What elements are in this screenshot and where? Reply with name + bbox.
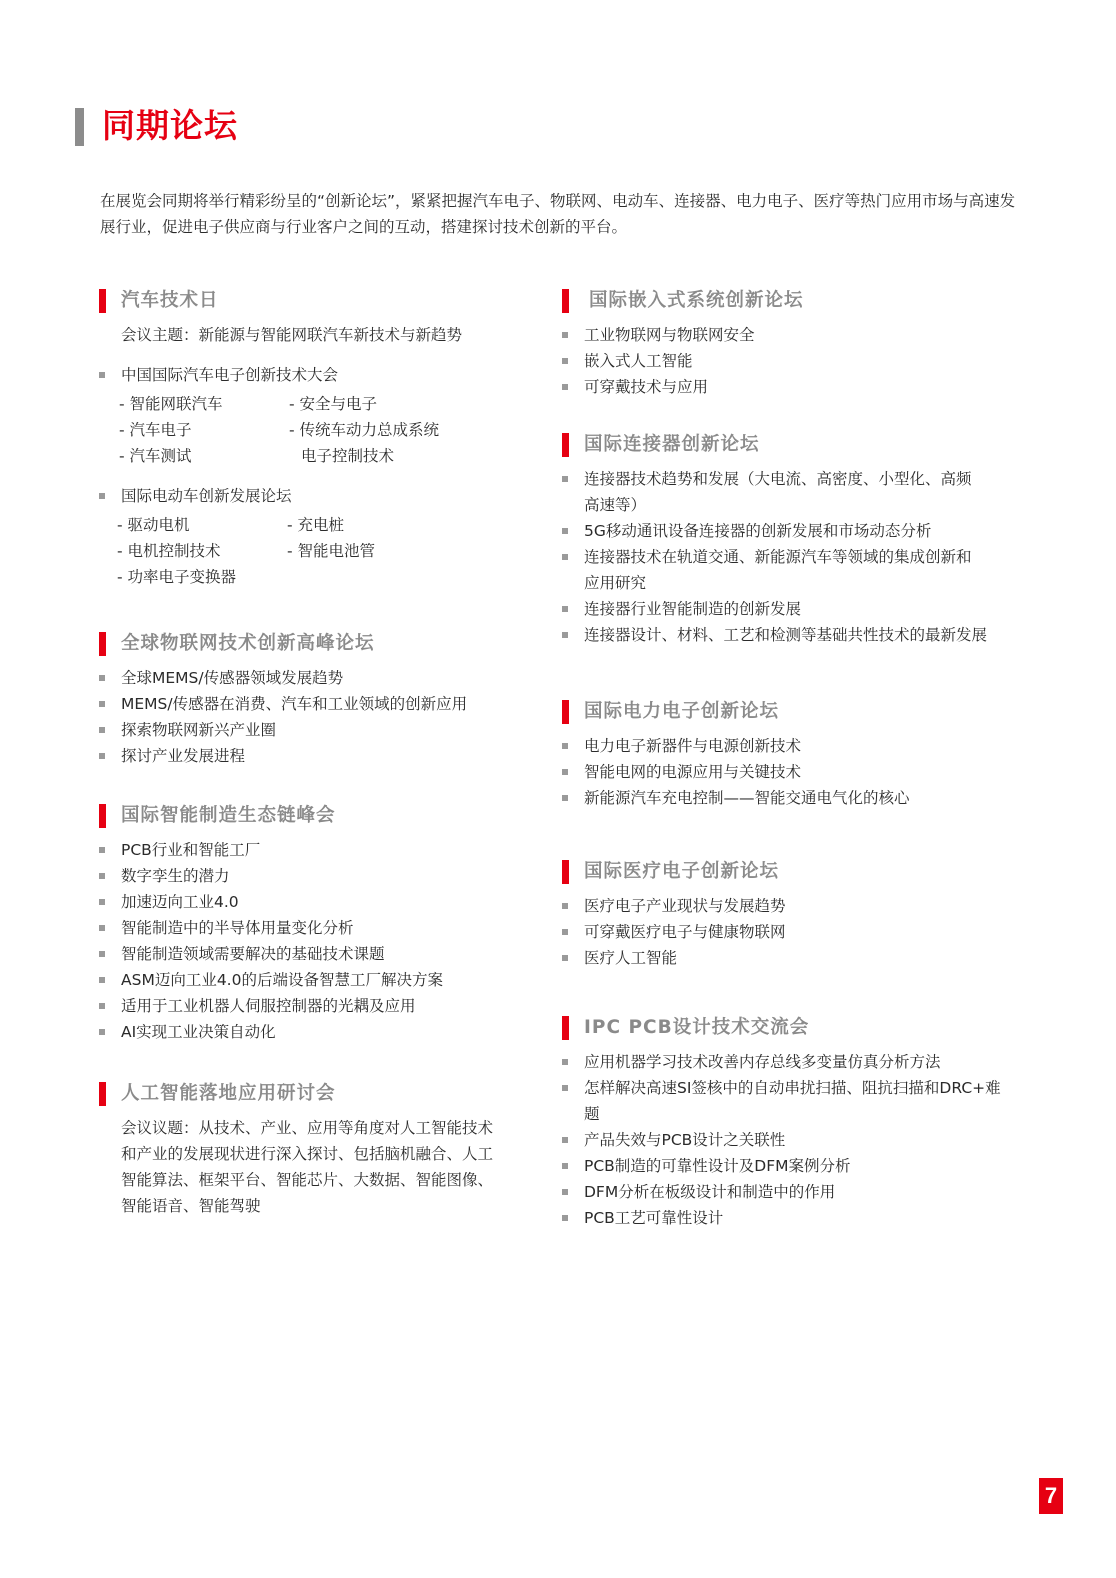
list-item: 医疗人工智能: [562, 945, 1032, 971]
section-marker: [99, 632, 106, 656]
list-item: 嵌入式人工智能: [562, 348, 1032, 374]
list-item: 智能制造中的半导体用量变化分析: [99, 915, 519, 941]
section-marker: [562, 860, 569, 884]
section-header: [562, 699, 1032, 725]
bullet-icon: [99, 977, 105, 983]
section-header: [562, 288, 1032, 314]
section-title: 国际医疗电子创新论坛: [584, 861, 780, 882]
sub-topic: - 充电桩: [287, 516, 345, 534]
list-item: 连接器设计、材料、工艺和检测等基础共性技术的最新发展: [562, 622, 1032, 648]
title-marker: [75, 108, 84, 146]
list-item: AI实现工业决策自动化: [99, 1019, 519, 1045]
list-item: 工业物联网与物联网安全: [562, 322, 1032, 348]
list-item: 探讨产业发展进程: [99, 743, 519, 769]
section-smart-manufacturing: [99, 803, 519, 1045]
bullet-icon: [562, 929, 568, 935]
section-header: [562, 432, 1032, 458]
bullet-icon: [562, 384, 568, 390]
list-item: 连接器技术趋势和发展（大电流、高密度、小型化、高频高速等）: [562, 466, 974, 518]
list-item: 怎样解决高速SI签核中的自动串扰扫描、阻抗扫描和DRC+难题: [562, 1075, 1004, 1127]
bullet-icon: [562, 1085, 568, 1091]
sub-topic-grid: [99, 391, 519, 469]
bullet-icon: [99, 493, 105, 499]
list-item-text: 国际电动车创新发展论坛: [121, 487, 292, 505]
section-title: 国际嵌入式系统创新论坛: [589, 290, 804, 311]
sub-topic: - 汽车测试: [119, 447, 192, 465]
list-item: ASM迈向工业4.0的后端设备智慧工厂解决方案: [99, 967, 519, 993]
list-item: [99, 362, 519, 388]
section-title: 人工智能落地应用研讨会: [121, 1083, 336, 1104]
bullet-icon: [99, 925, 105, 931]
list-item: 产品失效与PCB设计之关联性: [562, 1127, 1032, 1153]
section-iot: [99, 631, 519, 769]
section-header: [99, 803, 519, 829]
section-marker: [562, 1016, 569, 1040]
page-number: 7: [1039, 1478, 1063, 1514]
bullet-icon: [99, 951, 105, 957]
bullet-icon: [99, 701, 105, 707]
list-item: 加速迈向工业4.0: [99, 889, 519, 915]
section-title: 汽车技术日: [121, 290, 219, 311]
conference-theme: 会议主题：新能源与智能网联汽车新技术与新趋势: [121, 326, 463, 344]
list-item: 电力电子新器件与电源创新技术: [562, 733, 1032, 759]
sub-topic: - 驱动电机: [117, 516, 190, 534]
bullet-icon: [562, 1163, 568, 1169]
list-item: 连接器行业智能制造的创新发展: [562, 596, 1032, 622]
section-header: [99, 1081, 499, 1107]
list-item: DFM分析在板级设计和制造中的作用: [562, 1179, 1032, 1205]
list-item: 适用于工业机器人伺服控制器的光耦及应用: [99, 993, 519, 1019]
bullet-icon: [562, 476, 568, 482]
list-item-text: 中国国际汽车电子创新技术大会: [121, 366, 339, 384]
list-item: MEMS/传感器在消费、汽车和工业领域的创新应用: [99, 691, 519, 717]
section-marker: [99, 1082, 106, 1106]
bullet-icon: [99, 847, 105, 853]
section-title: 全球物联网技术创新高峰论坛: [121, 633, 375, 654]
bullet-icon: [562, 903, 568, 909]
section-title: 国际智能制造生态链峰会: [121, 805, 336, 826]
bullet-icon: [562, 632, 568, 638]
list-item: 智能制造领域需要解决的基础技术课题: [99, 941, 519, 967]
bullet-icon: [562, 554, 568, 560]
section-auto-day: [99, 288, 519, 604]
bullet-icon: [99, 372, 105, 378]
sub-topic: - 智能电池管: [287, 542, 376, 560]
list-item: 智能电网的电源应用与关键技术: [562, 759, 1032, 785]
bullet-icon: [562, 1189, 568, 1195]
bullet-icon: [562, 358, 568, 364]
sub-topic: - 传统车动力总成系统: [289, 421, 440, 439]
section-header: [99, 631, 519, 657]
section-header: [562, 1015, 1032, 1041]
bullet-icon: [562, 955, 568, 961]
list-item: 医疗电子产业现状与发展趋势: [562, 893, 1032, 919]
conference-topic: 会议议题：从技术、产业、应用等角度对人工智能技术和产业的发展现状进行深入探讨、包括脑机融合、人工智能算法、框架平台、智能芯片、大数据、智能图像、智能语音、智能驾驶: [121, 1119, 494, 1215]
bullet-icon: [562, 795, 568, 801]
sub-topic: - 安全与电子: [289, 395, 378, 413]
list-item: [99, 483, 519, 509]
sub-topic: - 功率电子变换器: [117, 568, 237, 586]
bullet-icon: [562, 1059, 568, 1065]
list-item: PCB工艺可靠性设计: [562, 1205, 1032, 1231]
list-item: 5G移动通讯设备连接器的创新发展和市场动态分析: [562, 518, 1032, 544]
intro-paragraph: 在展览会同期将举行精彩纷呈的“创新论坛”，紧紧把握汽车电子、物联网、电动车、连接器、电力电子、医疗等热门应用市场与高速发展行业，促进电子供应商与行业客户之间的互动，搭建探讨技术创新的平台。: [100, 192, 1016, 236]
section-header: [562, 859, 1032, 885]
list-item: 探索物联网新兴产业圈: [99, 717, 519, 743]
bullet-icon: [562, 769, 568, 775]
sub-topic: - 汽车电子: [119, 421, 192, 439]
list-item: 可穿戴医疗电子与健康物联网: [562, 919, 1032, 945]
bullet-icon: [99, 1029, 105, 1035]
bullet-icon: [99, 675, 105, 681]
list-item: 数字孪生的潜力: [99, 863, 519, 889]
sub-topic: 电子控制技术: [301, 447, 395, 465]
section-marker: [562, 433, 569, 457]
bullet-icon: [562, 528, 568, 534]
list-item: 连接器技术在轨道交通、新能源汽车等领域的集成创新和应用研究: [562, 544, 984, 596]
list-item: 应用机器学习技术改善内存总线多变量仿真分析方法: [562, 1049, 1032, 1075]
section-title: IPC PCB设计技术交流会: [584, 1017, 810, 1038]
section-header: [99, 288, 519, 314]
section-marker: [99, 804, 106, 828]
section-ai: [99, 1081, 499, 1219]
bullet-icon: [562, 743, 568, 749]
section-connector: [562, 432, 1032, 648]
bullet-icon: [99, 899, 105, 905]
section-title: 国际连接器创新论坛: [584, 434, 760, 455]
section-title: 国际电力电子创新论坛: [584, 701, 780, 722]
section-embedded: [562, 288, 1032, 400]
list-item: 可穿戴技术与应用: [562, 374, 1032, 400]
list-item: 全球MEMS/传感器领域发展趋势: [99, 665, 519, 691]
section-power-electronics: [562, 699, 1032, 811]
page-title-text: 同期论坛: [102, 106, 238, 145]
section-marker: [562, 700, 569, 724]
list-item: 新能源汽车充电控制——智能交通电气化的核心: [562, 785, 1032, 811]
bullet-icon: [99, 753, 105, 759]
section-marker: [562, 289, 569, 313]
bullet-icon: [562, 1215, 568, 1221]
bullet-icon: [99, 727, 105, 733]
bullet-icon: [562, 606, 568, 612]
bullet-icon: [562, 1137, 568, 1143]
bullet-icon: [99, 1003, 105, 1009]
sub-topic: - 电机控制技术: [117, 542, 221, 560]
sub-topic: - 智能网联汽车: [119, 395, 223, 413]
sub-topic-grid: [99, 512, 519, 590]
section-medical: [562, 859, 1032, 971]
section-pcb-design: [562, 1015, 1032, 1231]
list-item: PCB行业和智能工厂: [99, 837, 519, 863]
section-marker: [99, 289, 106, 313]
bullet-icon: [99, 873, 105, 879]
bullet-icon: [562, 332, 568, 338]
list-item: PCB制造的可靠性设计及DFM案例分析: [562, 1153, 1032, 1179]
